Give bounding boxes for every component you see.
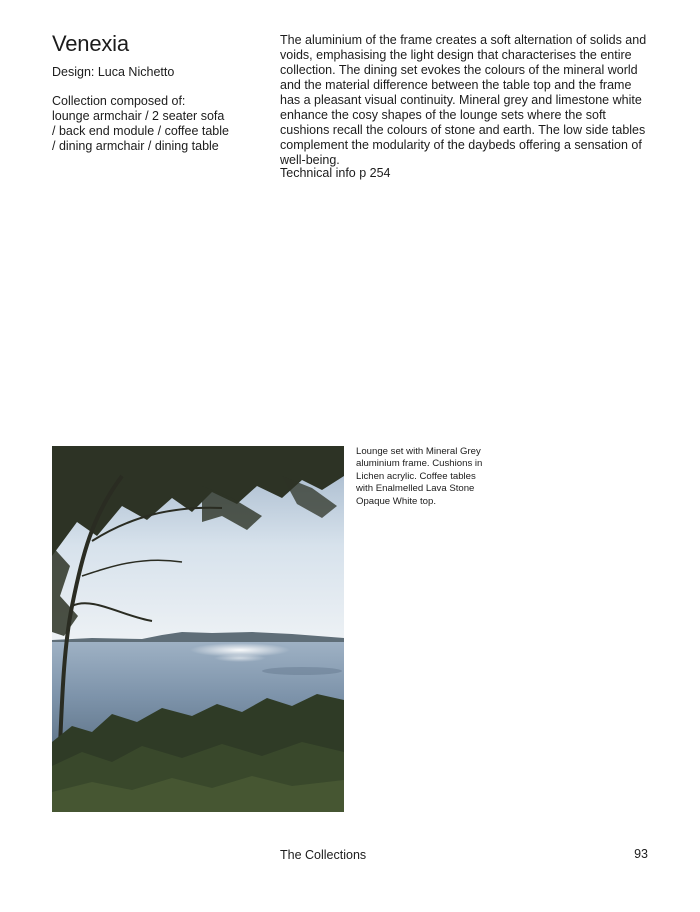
collection-block (52, 94, 232, 154)
page-number: 93 (634, 847, 648, 861)
seaside-landscape-photo (52, 446, 344, 812)
collection-items: lounge armchair / 2 seater sofa / back end module / coffee table / dining armchair / dining table (52, 109, 229, 153)
page-title: Venexia (52, 31, 129, 56)
designer-credit: Design: Luca Nichetto (52, 65, 175, 79)
footer-section-title: The Collections (280, 848, 367, 862)
technical-info-reference: Technical info p 254 (280, 166, 391, 180)
description-text: The aluminium of the frame creates a soft alternation of solids and voids, emphasising the light design that characterises the entire collection. The dining set evokes the colours of the mineral world and the material difference between the table top and the frame has a pleasant visual continuity. Mineral grey and limestone white enhance the cosy shapes of the lounge sets where the soft cushions recall the colours of stone and earth. The low side tables complement the modularity of the daybeds offering a sensation of well-being. (280, 33, 647, 167)
photo-caption: Lounge set with Mineral Grey aluminium frame. Cushions in Lichen acrylic. Coffee tables with Enalmelled Lava Stone Opaque White top. (356, 446, 483, 507)
collection-heading: Collection composed of: (52, 94, 186, 108)
